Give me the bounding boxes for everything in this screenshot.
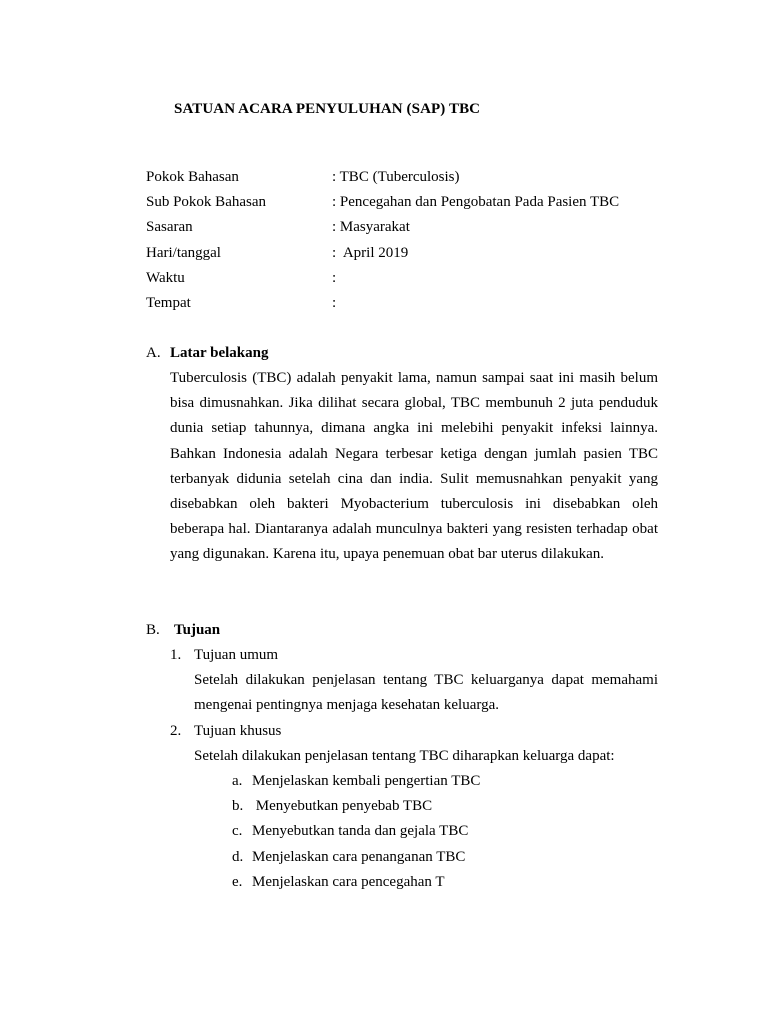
info-row-sub-pokok-bahasan — [146, 190, 619, 215]
info-row-waktu — [146, 266, 619, 291]
sublist-text: Menjelaskan cara penanganan TBC — [252, 848, 466, 865]
sublist-letter: e. — [232, 873, 243, 890]
info-row-tempat — [146, 291, 619, 316]
info-value: : TBC (Tuberculosis) — [332, 169, 460, 185]
sublist-letter: c. — [232, 823, 243, 840]
info-label: Waktu — [146, 269, 185, 286]
info-label: Sasaran — [146, 219, 193, 236]
sublist-letter: a. — [232, 773, 243, 790]
list-item-description: Setelah dilakukan penjelasan tentang TBC keluarganya dapat memahami mengenai pentingnya menjaga kesehatan keluarga. — [194, 672, 658, 714]
sublist-text: Menyebutkan tanda dan gejala TBC — [252, 823, 469, 840]
info-row-hari-tanggal — [146, 241, 619, 266]
section-heading — [146, 618, 658, 643]
section-heading — [146, 341, 658, 366]
info-row-sasaran — [146, 215, 619, 240]
info-label: Pokok Bahasan — [146, 169, 239, 185]
sublist-item — [232, 870, 658, 895]
list-item — [170, 719, 658, 895]
info-value: : — [332, 294, 337, 311]
info-value: : — [332, 269, 337, 286]
section-tujuan — [146, 618, 658, 895]
section-letter: A. — [146, 345, 161, 361]
list-number: 1. — [170, 647, 182, 663]
sublist-item — [232, 845, 658, 870]
list-item-title: Tujuan khusus — [194, 722, 282, 739]
sublist-item — [232, 819, 658, 844]
list-body — [194, 643, 658, 719]
sublist-letter: d. — [232, 848, 244, 865]
sublist-text: Menyebutkan penyebab TBC — [252, 798, 433, 815]
sublist-item — [232, 794, 658, 819]
list-item-description: Setelah dilakukan penjelasan tentang TBC diharapkan keluarga dapat: — [194, 747, 615, 764]
list-item-title: Tujuan umum — [194, 647, 279, 663]
section-letter: B. — [146, 622, 160, 638]
info-label: Sub Pokok Bahasan — [146, 194, 266, 211]
info-value: : April 2019 — [332, 244, 409, 261]
section-title: Tujuan — [174, 622, 221, 638]
info-label: Tempat — [146, 294, 191, 311]
list-number: 2. — [170, 722, 182, 739]
sublist-letter: b. — [232, 798, 244, 815]
sublist-text: Menjelaskan kembali pengertian TBC — [252, 773, 481, 790]
list-item — [170, 643, 658, 719]
specific-objectives-list — [232, 769, 658, 895]
list-body — [194, 719, 658, 895]
info-value: : Pencegahan dan Pengobatan Pada Pasien TBC — [332, 194, 620, 211]
objective-list — [170, 643, 658, 895]
background-paragraph: Tuberculosis (TBC) adalah penyakit lama, namun sampai saat ini masih belum bisa dimusnahkan. Jika dilihat secara global, TBC membunuh 2 juta penduduk dunia setiap tahunnya, dimana angka ini melebihi penyakit infeksi lainnya. Bahkan Indonesia adalah Negara terbesar ketiga dengan jumlah pasien TBC terbanyak didunia setelah cina dan india. Sulit memusnahkan penyakit yang disebabkan oleh bakteri Myobacterium tuberculosis ini disebabkan oleh beberapa hal. Diantaranya adalah munculnya bakteri yang resisten terhadap obat yang digunakan. Karena itu, upaya penemuan obat bar uterus dilakukan. — [170, 370, 658, 563]
info-label: Hari/tanggal — [146, 244, 221, 261]
sublist-item — [232, 769, 658, 794]
sublist-text: Menjelaskan cara pencegahan T — [252, 873, 445, 890]
info-row-pokok-bahasan — [146, 165, 619, 190]
document-title: SATUAN ACARA PENYULUHAN (SAP) TBC — [174, 101, 481, 117]
section-latar-belakang — [146, 341, 658, 568]
info-value: : Masyarakat — [332, 219, 410, 236]
section-title: Latar belakang — [170, 345, 269, 361]
info-table — [146, 165, 619, 316]
